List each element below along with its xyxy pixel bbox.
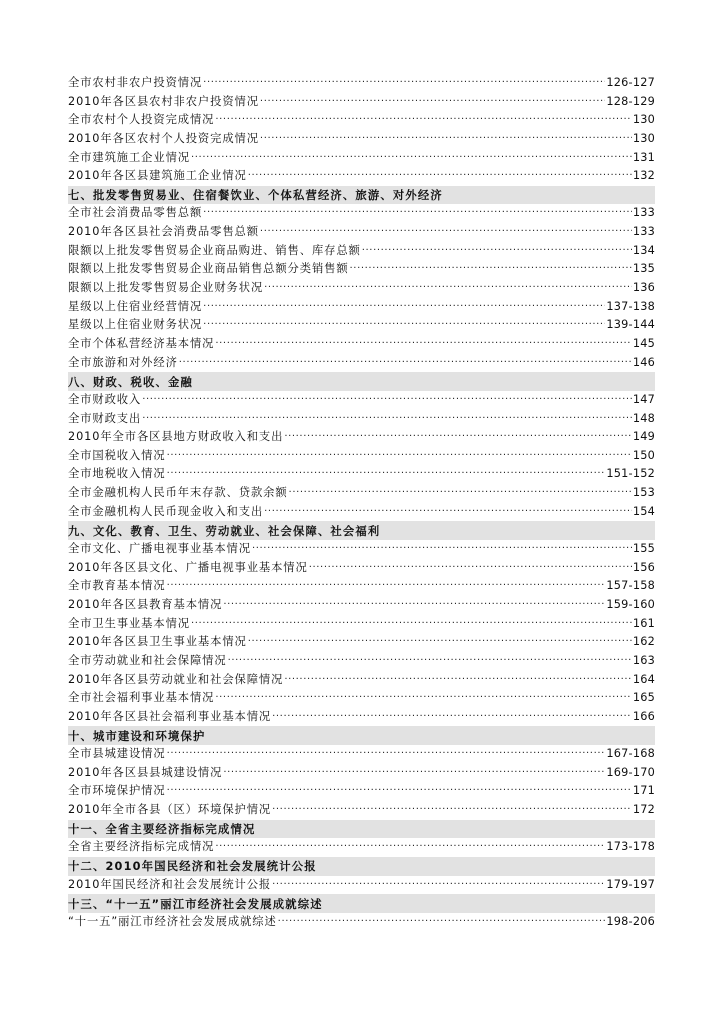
toc-entry-page: 135 — [632, 262, 655, 276]
toc-entry-title: 全市县城建设情况 — [68, 747, 166, 761]
toc-entry[interactable] — [68, 242, 655, 261]
toc-entry[interactable] — [68, 913, 655, 932]
toc-entry-page: 162 — [632, 635, 655, 649]
toc-entry[interactable] — [68, 708, 655, 727]
toc-entry-title: 全市环境保护情况 — [68, 784, 166, 798]
toc-entry[interactable] — [68, 764, 655, 783]
toc-entry[interactable] — [68, 391, 655, 410]
toc-entry[interactable] — [68, 801, 655, 820]
dot-leader — [252, 540, 632, 559]
toc-entry-title: 2010年全市各区县地方财政收入和支出 — [68, 430, 284, 444]
toc-entry[interactable] — [68, 410, 655, 429]
toc-entry-page: 179-197 — [606, 877, 655, 891]
toc-entry-page: 151-152 — [606, 467, 655, 481]
toc-entry-page: 171 — [632, 784, 655, 798]
section-heading: 十二、2010年国民经济和社会发展统计公报 — [68, 857, 655, 876]
toc-entry-title: 2010年各区县劳动就业和社会保障情况 — [68, 672, 284, 686]
dot-leader — [248, 633, 632, 652]
toc-entry[interactable] — [68, 671, 655, 690]
dot-leader — [203, 316, 605, 335]
toc-entry-page: 132 — [632, 169, 655, 183]
toc-entry[interactable] — [68, 484, 655, 503]
toc-entry[interactable] — [68, 167, 655, 186]
dot-leader — [215, 838, 605, 857]
toc-entry-title: 2010年全市各县（区）环境保护情况 — [68, 802, 272, 816]
toc-entry-title: 2010年各区县教育基本情况 — [68, 597, 223, 611]
dot-leader — [167, 447, 632, 466]
toc-entry-page: 167-168 — [606, 747, 655, 761]
toc-entry-page: 148 — [632, 411, 655, 425]
toc-entry-page: 150 — [632, 448, 655, 462]
toc-entry-title: 2010年各区县卫生事业基本情况 — [68, 635, 247, 649]
toc-entry-title: 全市农村非农户投资情况 — [68, 76, 203, 89]
toc-entry-page: 155 — [632, 542, 655, 556]
toc-entry[interactable] — [68, 149, 655, 168]
dot-leader — [167, 465, 606, 484]
dot-leader — [260, 223, 632, 242]
section-heading: 九、文化、教育、卫生、劳动就业、社会保障、社会福利 — [68, 521, 655, 540]
toc-entry-title: 全市文化、广播电视事业基本情况 — [68, 542, 251, 556]
dot-leader — [167, 782, 632, 801]
dot-leader — [362, 242, 632, 261]
toc-entry-title: 2010年各区农村个人投资完成情况 — [68, 131, 259, 145]
toc-entry[interactable] — [68, 298, 655, 317]
toc-entry-page: 172 — [632, 802, 655, 816]
toc-entry-page: 163 — [632, 653, 655, 667]
toc-entry-title: 全市社会消费品零售总额 — [68, 206, 203, 220]
toc-entry[interactable] — [68, 223, 655, 242]
table-of-contents — [68, 74, 655, 931]
toc-entry[interactable] — [68, 111, 655, 130]
dot-leader — [215, 689, 631, 708]
toc-entry[interactable] — [68, 838, 655, 857]
toc-entry[interactable] — [68, 130, 655, 149]
toc-entry-title: 全市卫生事业基本情况 — [68, 616, 190, 630]
toc-entry-page: 136 — [632, 281, 655, 295]
dot-leader — [191, 149, 632, 168]
toc-entry[interactable] — [68, 447, 655, 466]
toc-entry-title: 全市金融机构人民币年末存款、贷款余额 — [68, 486, 288, 500]
toc-entry-title: 星级以上住宿业财务状况 — [68, 318, 203, 332]
toc-entry-page: 165 — [632, 691, 655, 705]
toc-entry-title: 2010年各区县社会消费品零售总额 — [68, 225, 259, 239]
toc-entry[interactable] — [68, 876, 655, 895]
section-heading: 十三、“十一五”丽江市经济社会发展成就综述 — [68, 894, 655, 913]
section-heading: 七、批发零售贸易业、住宿餐饮业、个体私营经济、旅游、对外经济 — [68, 186, 655, 205]
toc-entry-page: 130 — [632, 131, 655, 145]
toc-entry-title: 全市建筑施工企业情况 — [68, 150, 190, 164]
toc-entry-title: “十一五”丽江市经济社会发展成就综述 — [68, 914, 277, 928]
toc-entry-title: 全市金融机构人民币现金收入和支出 — [68, 504, 264, 518]
section-heading: 十、城市建设和环境保护 — [68, 726, 655, 745]
toc-entry-title: 2010年各区县农村非农户投资情况 — [68, 94, 259, 108]
toc-entry[interactable] — [68, 260, 655, 279]
dot-leader — [260, 93, 605, 112]
dot-leader — [179, 354, 632, 373]
toc-entry[interactable] — [68, 577, 655, 596]
dot-leader — [215, 335, 631, 354]
toc-entry[interactable] — [68, 652, 655, 671]
toc-entry-title: 2010年各区县县城建设情况 — [68, 765, 223, 779]
toc-entry-title: 星级以上住宿业经营情况 — [68, 299, 203, 313]
toc-entry-title: 2010年国民经济和社会发展统计公报 — [68, 877, 272, 891]
dot-leader — [278, 913, 606, 932]
toc-entry[interactable] — [68, 633, 655, 652]
toc-entry[interactable] — [68, 204, 655, 223]
toc-entry-page: 161 — [632, 616, 655, 630]
dot-leader — [272, 876, 605, 895]
toc-entry-title: 全市农村个人投资完成情况 — [68, 113, 215, 127]
toc-entry[interactable] — [68, 428, 655, 447]
toc-entry-page: 139-144 — [606, 318, 655, 332]
dot-leader — [284, 671, 632, 690]
toc-entry-title: 2010年各区县社会福利事业基本情况 — [68, 709, 272, 723]
toc-entry-page: 128-129 — [606, 94, 655, 108]
dot-leader — [191, 615, 632, 634]
toc-entry[interactable] — [68, 316, 655, 335]
section-heading: 十一、全省主要经济指标完成情况 — [68, 820, 655, 839]
dot-leader — [223, 596, 605, 615]
toc-entry[interactable] — [68, 596, 655, 615]
dot-leader — [350, 260, 632, 279]
toc-entry-title: 全市社会福利事业基本情况 — [68, 691, 215, 705]
toc-entry-title: 2010年各区县文化、广播电视事业基本情况 — [68, 560, 308, 574]
toc-entry[interactable] — [68, 503, 655, 522]
toc-entry-page: 149 — [632, 430, 655, 444]
toc-entry-title: 全市劳动就业和社会保障情况 — [68, 653, 227, 667]
toc-entry[interactable] — [68, 540, 655, 559]
toc-entry-page: 131 — [632, 150, 655, 164]
toc-entry[interactable] — [68, 74, 655, 93]
toc-entry[interactable] — [68, 745, 655, 764]
dot-leader — [284, 428, 632, 447]
toc-entry-title: 全市地税收入情况 — [68, 467, 166, 481]
toc-entry-page: 159-160 — [606, 597, 655, 611]
dot-leader — [167, 577, 606, 596]
dot-leader — [215, 111, 631, 130]
toc-entry-page: 133 — [632, 206, 655, 220]
toc-entry[interactable] — [68, 354, 655, 373]
dot-leader — [272, 801, 632, 820]
dot-leader — [289, 484, 632, 503]
toc-entry-page: 147 — [632, 392, 655, 406]
toc-entry-page: 157-158 — [606, 579, 655, 593]
section-heading: 八、财政、税收、金融 — [68, 372, 655, 391]
toc-entry[interactable] — [68, 335, 655, 354]
toc-entry-title: 全市国税收入情况 — [68, 448, 166, 462]
toc-entry-page: 173-178 — [606, 840, 655, 854]
toc-entry[interactable] — [68, 689, 655, 708]
toc-entry-title: 限额以上批发零售贸易企业商品购进、销售、库存总额 — [68, 243, 361, 257]
toc-entry-page: 164 — [632, 672, 655, 686]
toc-entry[interactable] — [68, 559, 655, 578]
toc-entry-page: 137-138 — [606, 299, 655, 313]
toc-entry-page: 126-127 — [606, 76, 655, 89]
toc-entry-page: 198-206 — [606, 914, 655, 928]
toc-entry-title: 全市个体私营经济基本情况 — [68, 336, 215, 350]
toc-entry[interactable] — [68, 93, 655, 112]
toc-entry-title: 限额以上批发零售贸易企业财务状况 — [68, 281, 264, 295]
toc-entry-page: 156 — [632, 560, 655, 574]
toc-entry-page: 166 — [632, 709, 655, 723]
toc-entry-title: 2010年各区县建筑施工企业情况 — [68, 169, 247, 183]
dot-leader — [167, 745, 606, 764]
toc-entry[interactable] — [68, 615, 655, 634]
dot-leader — [260, 130, 632, 149]
toc-entry-page: 146 — [632, 355, 655, 369]
dot-leader — [142, 410, 632, 429]
dot-leader — [203, 298, 605, 317]
dot-leader — [248, 167, 632, 186]
toc-entry[interactable] — [68, 279, 655, 298]
toc-entry-page: 153 — [632, 486, 655, 500]
toc-entry[interactable] — [68, 465, 655, 484]
dot-leader — [142, 391, 632, 410]
dot-leader — [223, 764, 605, 783]
toc-entry-title: 全市财政收入 — [68, 392, 142, 406]
toc-entry[interactable] — [68, 782, 655, 801]
toc-entry-page: 134 — [632, 243, 655, 257]
toc-entry-page: 145 — [632, 336, 655, 350]
toc-entry-title: 全市财政支出 — [68, 411, 142, 425]
dot-leader — [228, 652, 632, 671]
toc-entry-title: 全市旅游和对外经济 — [68, 355, 178, 369]
toc-entry-title: 全市教育基本情况 — [68, 579, 166, 593]
dot-leader — [203, 74, 605, 93]
toc-entry-title: 全省主要经济指标完成情况 — [68, 840, 215, 854]
toc-entry-page: 133 — [632, 225, 655, 239]
toc-entry-page: 130 — [632, 113, 655, 127]
toc-entry-page: 154 — [632, 504, 655, 518]
toc-entry-page: 169-170 — [606, 765, 655, 779]
dot-leader — [203, 204, 632, 223]
dot-leader — [309, 559, 632, 578]
dot-leader — [264, 279, 632, 298]
dot-leader — [272, 708, 632, 727]
toc-entry-title: 限额以上批发零售贸易企业商品销售总额分类销售额 — [68, 262, 349, 276]
dot-leader — [264, 503, 632, 522]
